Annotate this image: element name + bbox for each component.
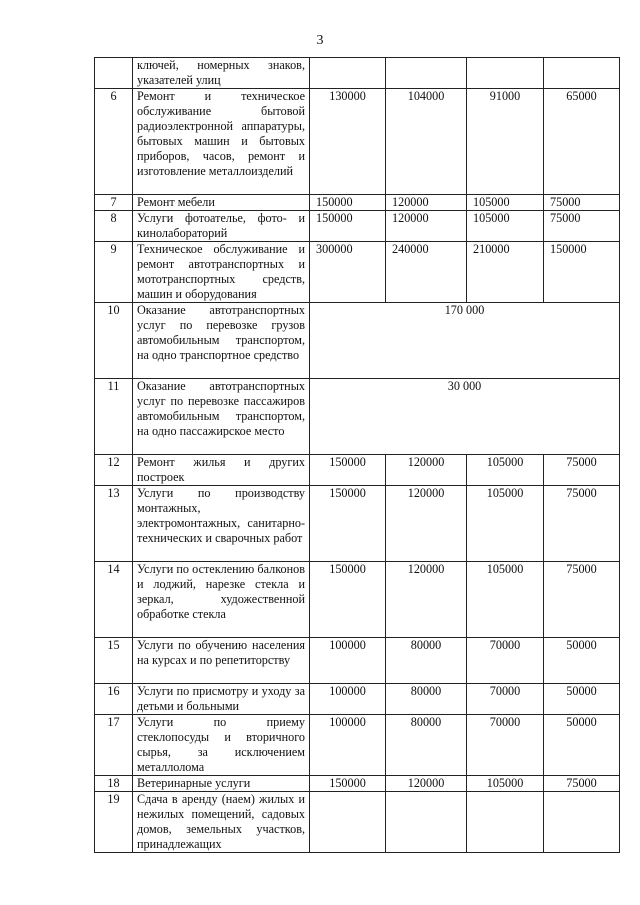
value-cell: 50000	[544, 715, 620, 776]
row-number: 9	[95, 242, 133, 303]
row-number: 10	[95, 303, 133, 379]
value-cell: 120000	[386, 455, 467, 486]
value-cell: 120000	[386, 562, 467, 638]
row-description: Ветеринарные услуги	[133, 776, 310, 792]
value-cell: 104000	[386, 89, 467, 195]
value-cell: 75000	[544, 195, 620, 211]
value-cell: 150000	[544, 242, 620, 303]
row-description: ключей, номерных знаков, указателей улиц	[133, 58, 310, 89]
tariff-table	[94, 57, 620, 853]
value-cell: 105000	[467, 211, 544, 242]
value-cell: 120000	[386, 211, 467, 242]
table-row	[95, 303, 620, 379]
value-cell: 65000	[544, 89, 620, 195]
table-row	[95, 58, 620, 89]
table-row	[95, 379, 620, 455]
row-number: 16	[95, 684, 133, 715]
row-description: Оказание автотранспортных услуг по перевозке грузов автомобильным транспортом, на одно транспортное средство	[133, 303, 310, 379]
value-cell	[467, 792, 544, 853]
value-cell	[310, 792, 386, 853]
value-cell: 150000	[310, 486, 386, 562]
row-number: 18	[95, 776, 133, 792]
value-cell: 100000	[310, 638, 386, 684]
value-cell: 120000	[386, 195, 467, 211]
row-number: 8	[95, 211, 133, 242]
value-cell: 300000	[310, 242, 386, 303]
value-cell: 240000	[386, 242, 467, 303]
row-number: 15	[95, 638, 133, 684]
row-number: 17	[95, 715, 133, 776]
value-cell: 91000	[467, 89, 544, 195]
table-row	[95, 562, 620, 638]
table-row	[95, 715, 620, 776]
row-number: 13	[95, 486, 133, 562]
row-number: 19	[95, 792, 133, 853]
value-cell: 150000	[310, 455, 386, 486]
row-description: Услуги по производству монтажных, электромонтажных, санитарно-технических и сварочных работ	[133, 486, 310, 562]
row-description: Услуги фотоателье, фото- и кинолабораторий	[133, 211, 310, 242]
value-cell: 105000	[467, 562, 544, 638]
value-cell	[544, 792, 620, 853]
value-cell: 75000	[544, 562, 620, 638]
table-row	[95, 242, 620, 303]
row-description: Ремонт жилья и других построек	[133, 455, 310, 486]
row-description: Ремонт мебели	[133, 195, 310, 211]
row-description: Техническое обслуживание и ремонт автотранспортных и мототранспортных средств, машин и оборудования	[133, 242, 310, 303]
value-cell: 80000	[386, 638, 467, 684]
row-description: Услуги по приему стеклопосуды и вторичного сырья, за исключением металлолома	[133, 715, 310, 776]
value-cell: 105000	[467, 776, 544, 792]
row-description: Сдача в аренду (наем) жилых и нежилых помещений, садовых домов, земельных участков, принадлежащих	[133, 792, 310, 853]
row-description: Оказание автотранспортных услуг по перевозке пассажиров автомобильным транспортом, на одно пассажирское место	[133, 379, 310, 455]
value-cell	[467, 58, 544, 89]
value-cell: 210000	[467, 242, 544, 303]
value-cell: 80000	[386, 715, 467, 776]
value-cell: 150000	[310, 776, 386, 792]
table-row	[95, 638, 620, 684]
row-description: Услуги по присмотру и уходу за детьми и больными	[133, 684, 310, 715]
table-row	[95, 195, 620, 211]
value-cell: 105000	[467, 195, 544, 211]
value-cell: 130000	[310, 89, 386, 195]
merged-value-cell: 170 000	[310, 303, 620, 379]
value-cell: 150000	[310, 211, 386, 242]
value-cell: 120000	[386, 776, 467, 792]
value-cell: 70000	[467, 638, 544, 684]
table-row	[95, 792, 620, 853]
value-cell	[310, 58, 386, 89]
value-cell: 150000	[310, 195, 386, 211]
row-number: 12	[95, 455, 133, 486]
table-row	[95, 211, 620, 242]
row-number	[95, 58, 133, 89]
row-number: 14	[95, 562, 133, 638]
value-cell	[386, 58, 467, 89]
value-cell: 120000	[386, 486, 467, 562]
value-cell: 105000	[467, 455, 544, 486]
page-number: 3	[316, 33, 324, 48]
value-cell: 75000	[544, 211, 620, 242]
table-row	[95, 776, 620, 792]
table-row	[95, 89, 620, 195]
table-row	[95, 486, 620, 562]
merged-value-cell: 30 000	[310, 379, 620, 455]
value-cell: 150000	[310, 562, 386, 638]
row-number: 7	[95, 195, 133, 211]
row-description: Ремонт и техническое обслуживание бытовой радиоэлектронной аппаратуры, бытовых машин и бытовых приборов, часов, ремонт и изготовление металлоизделий	[133, 89, 310, 195]
value-cell: 70000	[467, 684, 544, 715]
value-cell	[544, 58, 620, 89]
value-cell: 100000	[310, 684, 386, 715]
table-row	[95, 455, 620, 486]
value-cell: 70000	[467, 715, 544, 776]
value-cell: 50000	[544, 638, 620, 684]
row-description: Услуги по обучению населения на курсах и по репетиторству	[133, 638, 310, 684]
value-cell: 75000	[544, 455, 620, 486]
value-cell	[386, 792, 467, 853]
row-number: 11	[95, 379, 133, 455]
table-row	[95, 684, 620, 715]
value-cell: 80000	[386, 684, 467, 715]
row-number: 6	[95, 89, 133, 195]
value-cell: 75000	[544, 776, 620, 792]
value-cell: 105000	[467, 486, 544, 562]
value-cell: 50000	[544, 684, 620, 715]
row-description: Услуги по остеклению балконов и лоджий, нарезке стекла и зеркал, художественной обработке стекла	[133, 562, 310, 638]
value-cell: 100000	[310, 715, 386, 776]
value-cell: 75000	[544, 486, 620, 562]
